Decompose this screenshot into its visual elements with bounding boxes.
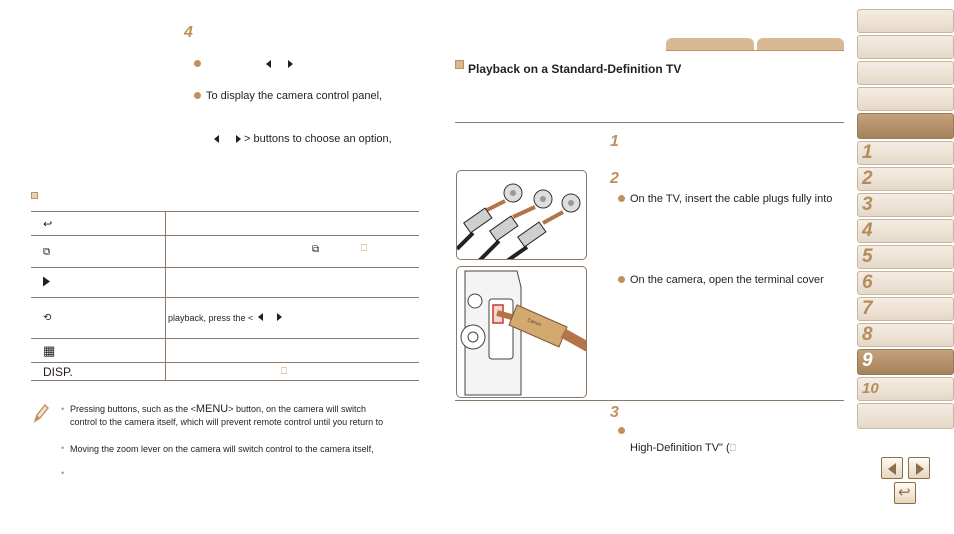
table-row [31, 363, 419, 381]
table-row [31, 212, 419, 236]
back-button[interactable] [894, 482, 916, 504]
step-4-number: 4 [184, 24, 193, 41]
note-bullet: • [61, 443, 65, 453]
page-heading: Playback on a Standard-Definition TV [468, 62, 682, 76]
index-icon: ▦ [43, 342, 56, 358]
step-2-text: On the TV, insert the cable plugs fully into [630, 193, 833, 205]
bullet [194, 60, 201, 67]
sidebar-item-chapter-2[interactable]: 2 [857, 167, 954, 191]
sidebar-item-chapter-8[interactable]: 8 [857, 323, 954, 347]
table-row [31, 339, 419, 363]
sidebar-item-intro[interactable] [857, 113, 954, 139]
control-panel-text: To display the camera control panel, [206, 90, 383, 102]
prev-page-button[interactable] [881, 457, 903, 479]
right-arrow-icon [277, 313, 282, 321]
sidebar-item-index[interactable] [857, 403, 954, 429]
right-arrow-icon [916, 463, 924, 475]
step-1-number: 1 [610, 133, 619, 150]
section-marker [455, 60, 464, 69]
note-bullet: • [61, 468, 65, 478]
sidebar-item-chapter-4[interactable]: 4 [857, 219, 954, 243]
right-arrow-icon [236, 135, 241, 143]
note-2: Moving the zoom lever on the camera will switch control to the camera itself, [70, 444, 374, 454]
table-row [31, 236, 419, 268]
sidebar-item-basic[interactable] [857, 61, 954, 85]
note-bullet: • [61, 404, 65, 414]
sidebar-item-advanced[interactable] [857, 87, 954, 111]
book-icon: ⎕ [729, 443, 736, 454]
sidebar-item-cover[interactable] [857, 9, 954, 33]
divider [455, 122, 844, 123]
slideshow-icon: ⧉ [43, 246, 51, 257]
bullet [618, 276, 625, 283]
terminal-cover-text: On the camera, open the terminal cover [630, 274, 824, 286]
bullet [618, 195, 625, 202]
sidebar-item-chapter-9[interactable]: 9 [857, 349, 954, 375]
tv-plugs-illustration [456, 170, 587, 260]
left-arrow-icon [266, 60, 271, 68]
pencil-icon [32, 402, 50, 424]
right-arrow-icon [288, 60, 293, 68]
step-3-text: High-Definition TV" (⎕ [630, 442, 736, 454]
camera-illustration [456, 266, 587, 398]
table-row [31, 268, 419, 298]
return-icon: ↩ [43, 218, 53, 230]
table-row [31, 298, 419, 339]
left-arrow-icon [258, 313, 263, 321]
sidebar-item-chapter-3[interactable]: 3 [857, 193, 954, 217]
svg-text:Canon: Canon [526, 317, 543, 329]
section-marker [31, 192, 38, 199]
rotate-icon: ⟲ [43, 312, 52, 324]
sidebar-item-contents[interactable] [857, 35, 954, 59]
header-rule [666, 50, 844, 51]
disp-label: DISP. [43, 364, 73, 379]
controls-table [31, 211, 419, 381]
step-2-number: 2 [610, 170, 619, 187]
choose-option-text: > buttons to choose an option, [244, 133, 392, 145]
left-arrow-icon [888, 463, 896, 475]
sidebar-item-chapter-1[interactable]: 1 [857, 141, 954, 165]
note-1-cont: control to the camera itself, which will prevent remote control until you return to [70, 417, 384, 427]
book-icon: ⎕ [281, 366, 287, 377]
left-arrow-icon [214, 135, 219, 143]
book-icon: ⎕ [361, 243, 367, 254]
sidebar-item-chapter-7[interactable]: 7 [857, 297, 954, 321]
sidebar-item-chapter-5[interactable]: 5 [857, 245, 954, 269]
sidebar-item-chapter-10[interactable]: 10 [857, 377, 954, 401]
divider [455, 400, 844, 401]
sidebar-item-chapter-6[interactable]: 6 [857, 271, 954, 295]
bullet [618, 427, 625, 434]
bullet [194, 92, 201, 99]
playback-text: playback, press the < [168, 312, 282, 324]
return-icon: ↩ [898, 484, 911, 501]
step-3-number: 3 [610, 404, 619, 421]
play-icon [43, 276, 50, 289]
slideshow-icon: ⧉ [312, 244, 320, 255]
note-1: Pressing buttons, such as the <MENU> button, on the camera will switch [70, 403, 367, 415]
next-page-button[interactable] [908, 457, 930, 479]
